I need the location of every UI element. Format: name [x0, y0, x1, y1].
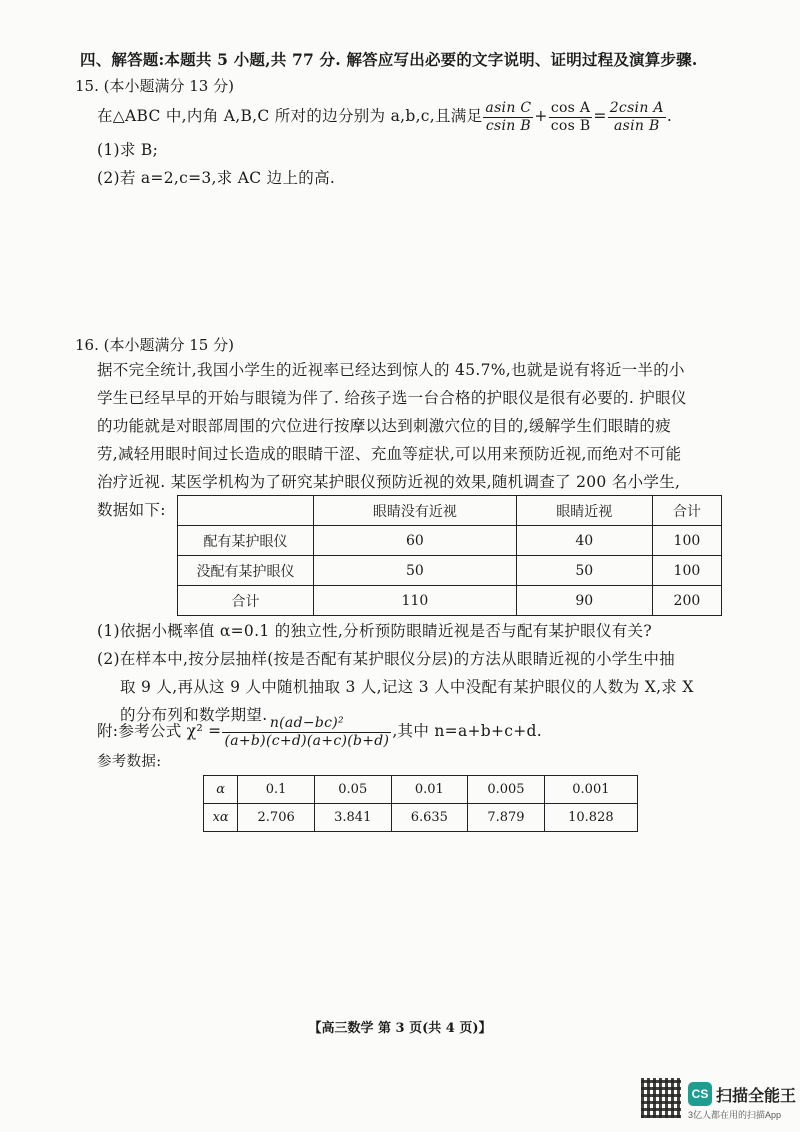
table-cell: 50: [314, 556, 517, 586]
q15-stem: [97, 96, 672, 136]
chi-square-fraction: [222, 715, 391, 750]
q16-line: 学生已经早早的开始与眼镜为伴了. 给孩子选一台合格的护眼仪是很有必要的. 护眼仪: [97, 389, 687, 407]
table-cell: 没配有某护眼仪: [178, 556, 314, 586]
q15-frac3-den: asin B: [613, 117, 660, 134]
table-cell: 50: [516, 556, 652, 586]
q15-frac2-num: cos A: [549, 100, 593, 118]
table-cell: 7.879: [468, 804, 545, 832]
q15-frac2-den: cos B: [550, 117, 591, 134]
qr-code-icon: [641, 1078, 681, 1118]
q15-fraction-3: [608, 100, 666, 135]
table-cell: 110: [314, 586, 517, 616]
table-row: [178, 526, 722, 556]
formula-prefix: 附:参考公式 χ² =: [97, 722, 222, 740]
reference-formula: [97, 712, 542, 750]
scanner-app-name: 扫描全能王: [716, 1088, 797, 1105]
table-cell: 配有某护眼仪: [178, 526, 314, 556]
q15-body: [97, 96, 672, 192]
table-header-row: [178, 496, 722, 526]
q16-part2-line: (2)在样本中,按分层抽样(按是否配有某护眼仪分层)的方法从眼睛近视的小学生中抽: [97, 650, 675, 668]
table-cell: 200: [652, 586, 721, 616]
table-row: [204, 804, 638, 832]
q15-heading: 15. (本小题满分 13 分): [75, 77, 234, 95]
q15-fraction-1: [483, 100, 533, 135]
table-row: [178, 586, 722, 616]
table-cell: 合计: [178, 586, 314, 616]
table-header-cell: [178, 496, 314, 526]
section-heading: 四、解答题:本题共 5 小题,共 77 分. 解答应写出必要的文字说明、证明过程及演算步骤.: [80, 50, 698, 69]
q15-part2: (2)若 a=2,c=3,求 AC 边上的高.: [97, 169, 336, 187]
q15-equals: =: [593, 107, 607, 125]
contingency-table: [177, 495, 722, 616]
q15-stem-text: 在△ABC 中,内角 A,B,C 所对的边分别为 a,b,c,且满足: [97, 107, 483, 125]
table-cell: 40: [516, 526, 652, 556]
q15-end: .: [666, 107, 673, 125]
q16-line: 治疗近视. 某医学机构为了研究某护眼仪预防近视的效果,随机调查了 200 名小学生,: [97, 473, 681, 491]
formula-num: n(ad−bc)²: [222, 715, 391, 733]
q16-line: 数据如下:: [97, 501, 166, 519]
table-header-cell: 眼睛近视: [516, 496, 652, 526]
table-cell: 0.005: [468, 776, 545, 804]
table-cell: 3.841: [314, 804, 391, 832]
camscanner-logo-icon: CS: [688, 1082, 712, 1106]
q16-part1: (1)依据小概率值 α=0.1 的独立性,分析预防眼睛近视是否与配有某护眼仪有关?: [97, 622, 652, 640]
q16-part2-line: 的分布列和数学期望.: [120, 706, 268, 724]
table-cell: 6.635: [391, 804, 468, 832]
q16-line: 的功能就是对眼部周围的穴位进行按摩以达到刺激穴位的目的,缓解学生们眼睛的疲: [97, 417, 672, 435]
table-cell: 0.05: [314, 776, 391, 804]
table-cell: 2.706: [238, 804, 315, 832]
table-cell: α: [204, 776, 238, 804]
table-cell: 10.828: [544, 804, 637, 832]
table-cell: 0.1: [238, 776, 315, 804]
scanner-tagline: 3亿人都在用的扫描App: [688, 1110, 782, 1120]
table-cell: 90: [516, 586, 652, 616]
q16-line: 据不完全统计,我国小学生的近视率已经达到惊人的 45.7%,也就是说有将近一半的小: [97, 361, 685, 379]
table-cell: 100: [652, 556, 721, 586]
q15-part1: (1)求 B;: [97, 141, 159, 159]
table-cell: 100: [652, 526, 721, 556]
table-header-cell: 合计: [652, 496, 721, 526]
critical-value-table: [203, 775, 638, 832]
q15-plus: +: [534, 107, 548, 125]
q15-frac1-den: csin B: [485, 117, 531, 134]
table-cell: xα: [204, 804, 238, 832]
table-row: [204, 776, 638, 804]
q15-frac3-num: 2csin A: [609, 99, 664, 116]
table-row: [178, 556, 722, 586]
q16-line: 劳,减轻用眼时间过长造成的眼睛干涩、充血等症状,可以用来预防近视,而绝对不可能: [97, 445, 682, 463]
formula-den: (a+b)(c+d)(a+c)(b+d): [224, 732, 390, 749]
q15-fraction-2: [549, 100, 593, 135]
table-cell: 0.01: [391, 776, 468, 804]
q16-heading: 16. (本小题满分 15 分): [75, 336, 234, 354]
table-cell: 60: [314, 526, 517, 556]
reference-data-label: 参考数据:: [97, 754, 162, 770]
page-footer: 【高三数学 第 3 页(共 4 页)】: [308, 1021, 492, 1036]
table-cell: 0.001: [544, 776, 637, 804]
q16-part2-line: 取 9 人,再从这 9 人中随机抽取 3 人,记这 3 人中没配有某护眼仪的人数为 X,求 X: [120, 678, 694, 696]
table-header-cell: 眼睛没有近视: [314, 496, 517, 526]
formula-suffix: ,其中 n=a+b+c+d.: [392, 722, 543, 740]
q15-frac1-num: asin C: [485, 99, 532, 116]
